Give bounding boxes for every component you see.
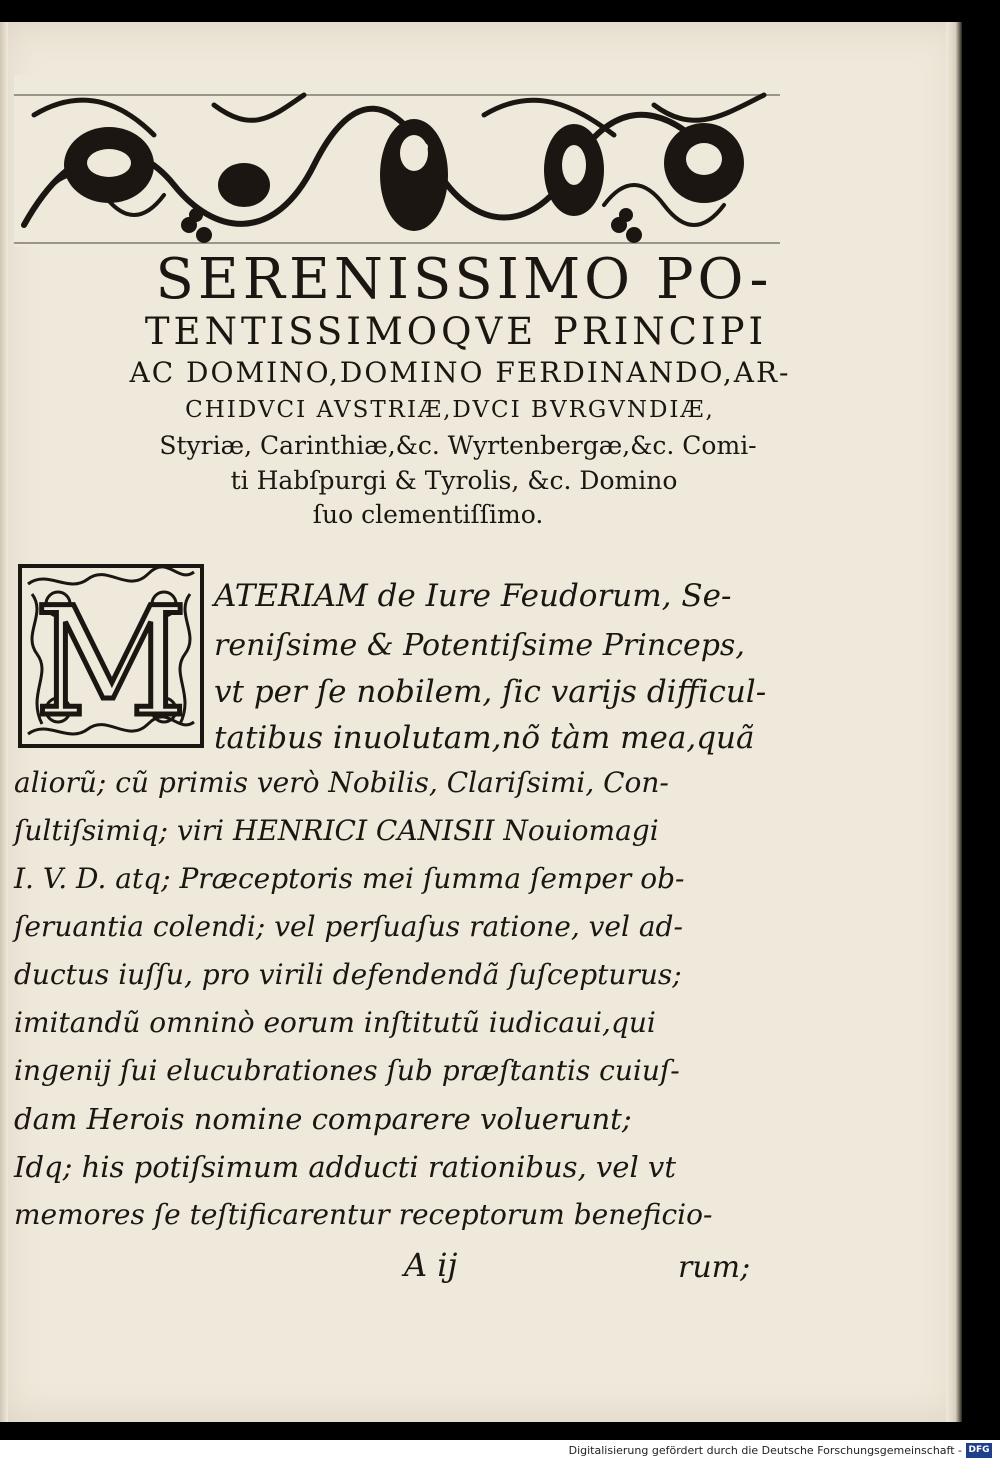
body-line-3: vt per ſe nobilem, ſic varijs difficul- [214, 674, 767, 710]
body-line-6: ſultiſsimiq; viri HENRICI CANISII Nouiomagi [14, 814, 659, 847]
body-line-1: ATERIAM de Iure Feudorum, Se- [214, 578, 732, 614]
body-line-10: imitandũ omninò eorum inſtitutũ iudicaui,qui [14, 1006, 656, 1039]
page-left-edge [0, 22, 8, 1422]
body-line-14: memores ſe teſtificarentur receptorum beneficio- [14, 1198, 713, 1231]
title-line-2: TENTISSIMOQVE PRINCIPI [144, 310, 768, 353]
body-line-2: reniſsime & Potentiſsime Princeps, [214, 628, 745, 663]
ornamental-headpiece [14, 75, 780, 247]
dfg-logo-icon: DFG [966, 1443, 992, 1458]
body-line-7: I. V. D. atq; Præceptoris mei ſumma ſemper ob- [14, 862, 685, 895]
page-right-edge [946, 22, 962, 1422]
body-line-8: ſeruantia colendi; vel perſuaſus ratione, vel ad- [14, 910, 683, 943]
body-line-4: tatibus inuolutam,nõ tàm mea,quã [214, 720, 755, 756]
body-line-12: dam Herois nomine comparere voluerunt; [14, 1102, 632, 1136]
title-line-5: Styriæ, Carinthiæ,&c. Wyrtenbergæ,&c. Comi- [159, 431, 757, 460]
body-line-11: ingenij ſui elucubrationes ſub præſtantis cuiuſ- [14, 1054, 680, 1087]
title-line-1: SERENISSIMO PO- [155, 247, 773, 312]
title-line-3: AC DOMINO,DOMINO FERDINANDO,AR- [129, 356, 791, 389]
funding-credit: Digitalisierung gefördert durch die Deutsche Forschungsgemeinschaft - [568, 1444, 962, 1457]
initial-letter: M [34, 576, 188, 748]
title-line-6: ti Habſpurgi & Tyrolis, &c. Domino [230, 466, 678, 495]
title-line-7: ſuo clementiſſimo. [312, 500, 544, 529]
body-line-9: ductus iuſſu, pro virili defendendã ſuſcepturus; [14, 958, 682, 991]
catchword: rum; [678, 1250, 751, 1285]
body-line-5: aliorũ; cũ primis verò Nobilis, Clariſsimi, Con- [14, 766, 669, 799]
signature-mark: A ij [404, 1246, 458, 1284]
body-line-13: Idq; his potiſsimum adducti rationibus, vel vt [14, 1150, 676, 1184]
title-line-4: CHIDVCI AVSTRIÆ,DVCI BVRGVNDIÆ, [185, 397, 715, 423]
decorated-initial [18, 564, 204, 748]
